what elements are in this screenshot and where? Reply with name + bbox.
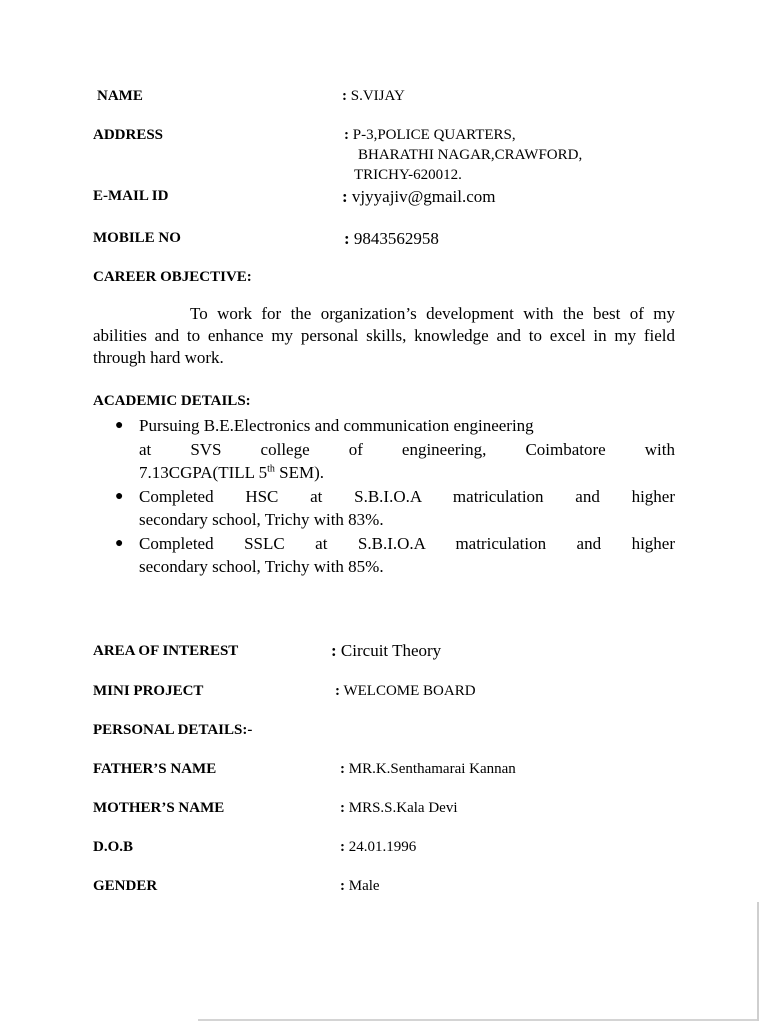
- academic-item-1-line-3-pre: 7.13CGPA(TILL 5: [139, 463, 268, 482]
- name-value: S.VIJAY: [350, 88, 405, 104]
- mini-project-value: WELCOME BOARD: [343, 683, 476, 699]
- list-item: [93, 414, 675, 485]
- academic-item-2-line-1: Completed HSC at S.B.I.O.A matriculation and higher: [139, 486, 675, 506]
- mini-project-value-row: [335, 683, 476, 700]
- academic-item-3-line-1: Completed SSLC at S.B.I.O.A matriculation and higher: [139, 533, 675, 553]
- mobile-value-row: [344, 229, 439, 249]
- address-line-1: P-3,POLICE QUARTERS,: [352, 127, 516, 143]
- email-value: vjyyajiv@gmail.com: [351, 187, 496, 206]
- area-of-interest-label: AREA OF INTEREST: [93, 643, 239, 659]
- name-label: NAME: [97, 88, 143, 104]
- academic-item-1-line-3: [139, 461, 675, 485]
- page-edge-right: [757, 902, 759, 1021]
- mother-name-label: MOTHER’S NAME: [93, 800, 225, 816]
- personal-details-heading: PERSONAL DETAILS:-: [93, 722, 253, 738]
- page-edge-bottom: [198, 1019, 758, 1021]
- bullet-icon: ●: [115, 418, 124, 433]
- mobile-label: MOBILE NO: [93, 230, 181, 246]
- colon: :: [344, 127, 349, 143]
- colon: :: [340, 839, 345, 855]
- mother-name-value-row: [340, 800, 458, 817]
- colon: :: [342, 187, 348, 206]
- address-label: ADDRESS: [93, 127, 164, 143]
- mini-project-label: MINI PROJECT: [93, 683, 204, 699]
- area-of-interest-value-row: [331, 641, 441, 661]
- academic-item-3-line-2: secondary school, Trichy with 85%.: [139, 557, 384, 576]
- academic-item-1-sup: th: [267, 463, 275, 475]
- address-line-2: BHARATHI NAGAR,CRAWFORD,: [358, 147, 583, 163]
- father-name-value: MR.K.Senthamarai Kannan: [348, 761, 516, 777]
- name-value-row: [342, 88, 405, 105]
- academic-item-1-line-3-post: SEM).: [274, 463, 325, 482]
- colon: :: [340, 761, 345, 777]
- career-objective-text: To work for the organization’s development with the best of my abilities and to enhance my personal skills, knowledge and to excel in my field through hard work.: [93, 304, 675, 367]
- colon: :: [340, 800, 345, 816]
- dob-value-row: [340, 839, 416, 856]
- father-name-value-row: [340, 761, 516, 778]
- bullet-icon: ●: [115, 488, 124, 504]
- father-name-label: FATHER’S NAME: [93, 761, 217, 777]
- colon: :: [340, 878, 345, 894]
- address-line-3: TRICHY-620012.: [354, 167, 462, 183]
- email-value-row: [342, 187, 496, 207]
- gender-value-row: [340, 878, 380, 895]
- gender-label: GENDER: [93, 878, 158, 894]
- area-of-interest-value: Circuit Theory: [340, 641, 442, 660]
- colon: :: [331, 641, 337, 660]
- email-label: E-MAIL ID: [93, 188, 169, 204]
- career-objective-text-block: [93, 303, 675, 369]
- mobile-value: 9843562958: [353, 229, 439, 248]
- academic-item-2-line-2: secondary school, Trichy with 83%.: [139, 510, 384, 529]
- academic-details-heading: ACADEMIC DETAILS:: [93, 393, 251, 409]
- address-line-1-row: [344, 127, 516, 144]
- gender-value: Male: [348, 878, 380, 894]
- career-objective-heading: CAREER OBJECTIVE:: [93, 269, 252, 285]
- dob-label: D.O.B: [93, 839, 134, 855]
- mother-name-value: MRS.S.Kala Devi: [348, 800, 458, 816]
- list-item: [93, 485, 675, 532]
- dob-value: 24.01.1996: [348, 839, 417, 855]
- list-item: [93, 532, 675, 579]
- academic-item-1-line-2: at SVS college of engineering, Coimbatore with: [139, 439, 675, 459]
- colon: :: [342, 88, 347, 104]
- colon: :: [335, 683, 340, 699]
- academic-item-1-line-1: Pursuing B.E.Electronics and communication engineering: [139, 416, 534, 435]
- colon: :: [344, 229, 350, 248]
- bullet-icon: ●: [115, 535, 124, 551]
- academic-list: [93, 414, 675, 579]
